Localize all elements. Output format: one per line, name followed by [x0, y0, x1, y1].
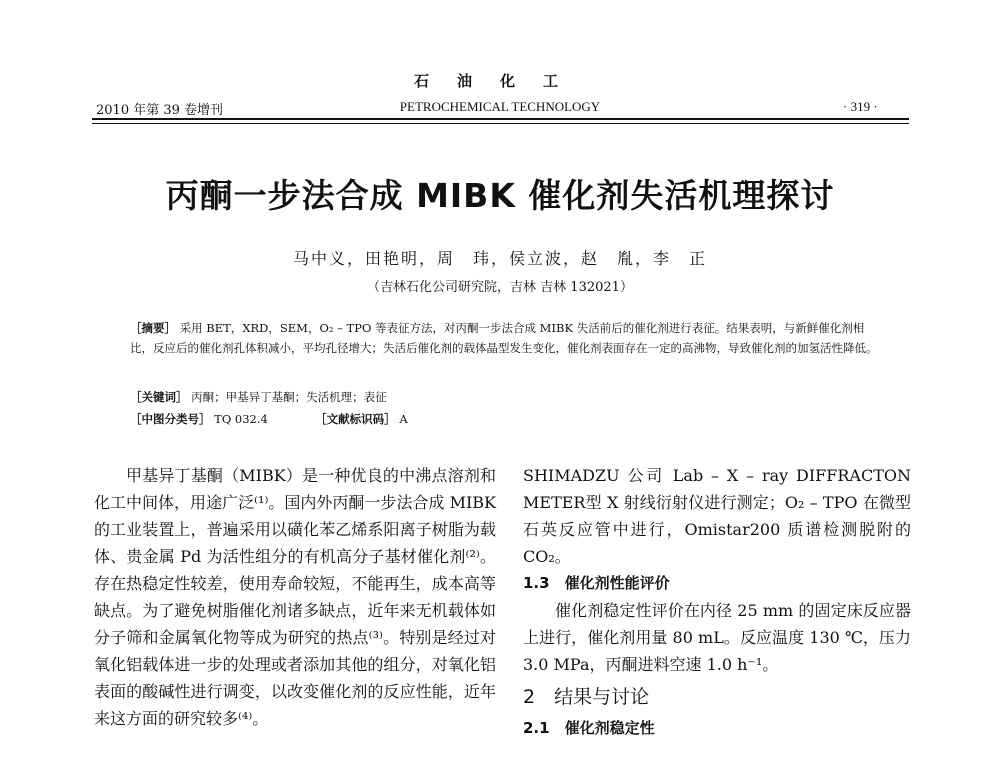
class-value: TQ 032.4: [214, 412, 268, 426]
methods-paragraph: SHIMADZU 公司 Lab – X – ray DIFFRACTON METER型 X 射线衍射仪进行测定；O₂ – TPO 在微型石英反应管中进行，Omistar200 质谱检测脱附的 CO₂。: [523, 466, 911, 566]
authors: 马中义，田艳明，周 玮，侯立波，赵 胤，李 正: [292, 249, 707, 268]
classification: [130, 411, 408, 427]
section-2-heading: 2 结果与讨论: [523, 686, 650, 708]
page-number: · 319 ·: [843, 99, 878, 114]
evaluation-paragraph: 催化剂稳定性评价在内径 25 mm 的固定床反应器上进行，催化剂用量 80 mL。反应温度 130 ℃，压力 3.0 MPa，丙酮进料空速 1.0 h⁻¹。: [523, 601, 911, 674]
journal-title-en: PETROCHEMICAL TECHNOLOGY: [399, 99, 601, 114]
section-2-1-heading: 2.1 催化剂稳定性: [523, 719, 655, 737]
right-column: [523, 462, 911, 742]
section-1-3-heading: 1.3 催化剂性能评价: [523, 574, 670, 592]
doc-value: A: [399, 412, 408, 426]
header-rule-top: [92, 118, 909, 120]
intro-paragraph: 甲基异丁基酮（MIBK）是一种优良的中沸点溶剂和化工中间体，用途广泛⁽¹⁾。国内外丙酮一步法合成 MIBK 的工业装置上，普遍采用以磺化苯乙烯系阳离子树脂为载体、贵金属 Pd 为活性组分的有机高分子基材催化剂⁽²⁾。存在热稳定性较差，使用寿命较短，不能再生，成本高等缺点。为了避免树脂催化剂诸多缺点，近年来无机载体如分子筛和金属氧化物等成为研究的热点⁽³⁾。特别是经过对氧化铝载体进一步的处理或者添加其他的组分，对氧化铝表面的酸碱性进行调变，以改变催化剂的反应性能，近年来这方面的研究较多⁽⁴⁾。: [94, 466, 496, 728]
article-title: 丙酮一步法合成 MIBK 催化剂失活机理探讨: [165, 176, 835, 215]
left-column: [94, 462, 496, 732]
keywords-label: ［关键词］: [130, 390, 188, 404]
abstract: [130, 318, 880, 358]
issue-info: 2010 年第 39 卷增刊: [96, 103, 224, 118]
abstract-label: ［摘要］: [130, 321, 176, 335]
keywords: [130, 389, 387, 405]
header-rule-bottom: [92, 123, 909, 124]
class-label: ［中图分类号］: [130, 412, 211, 426]
affiliation: （吉林石化公司研究院，吉林 吉林 132021）: [367, 280, 633, 295]
journal-title-cn: 石油化工: [413, 72, 586, 90]
abstract-text: 采用 BET，XRD，SEM，O₂ – TPO 等表征方法，对丙酮一步法合成 MIBK 失活前后的催化剂进行表征。结果表明，与新鲜催化剂相比，反应后的催化剂孔体积减小，平均孔径增大；失活后催化剂的载体晶型发生变化，催化剂表面存在一定的高沸物，导致催化剂的加氢活性降低。: [130, 321, 878, 355]
doc-label: ［文献标识码］: [315, 412, 396, 426]
keywords-text: 丙酮；甲基异丁基酮；失活机理；表征: [191, 390, 387, 404]
